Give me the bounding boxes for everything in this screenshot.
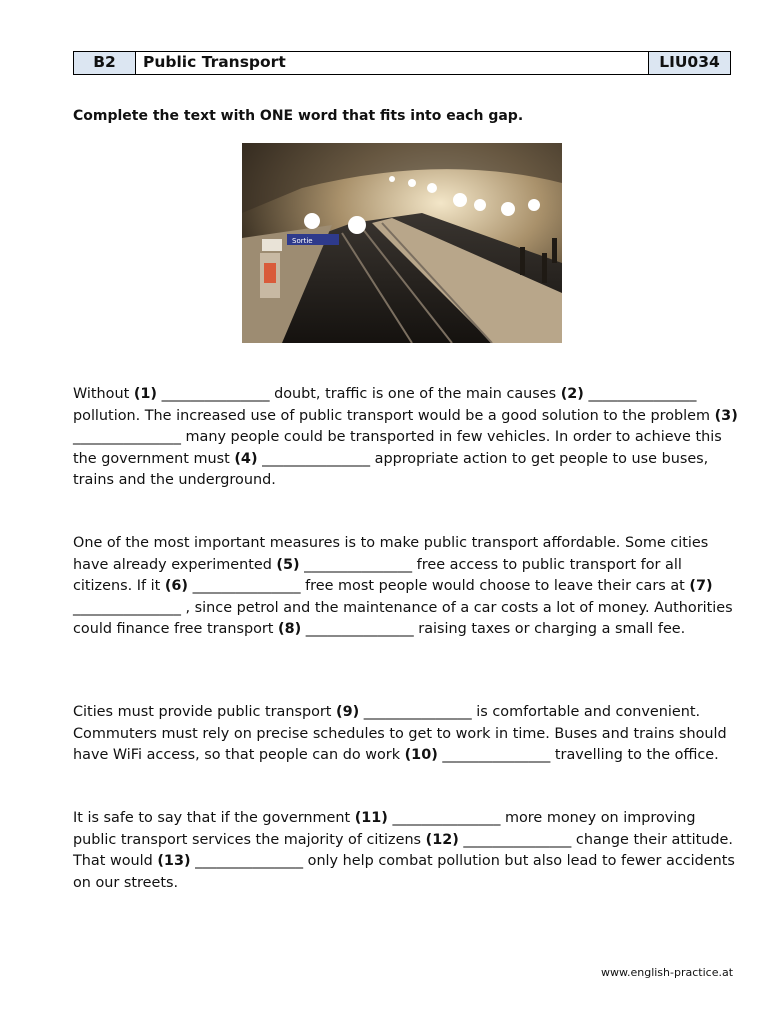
gap-number: (11) xyxy=(354,810,388,826)
instruction-text: Complete the text with ONE word that fits into each gap. xyxy=(73,108,524,124)
answer-gap[interactable]: _______________ xyxy=(363,704,472,720)
gap-number: (8) xyxy=(278,621,302,637)
gap-number: (10) xyxy=(404,747,438,763)
gap-number: (9) xyxy=(336,704,360,720)
answer-gap[interactable]: _______________ xyxy=(195,853,304,869)
gap-number: (7) xyxy=(689,578,713,594)
level-badge: B2 xyxy=(74,52,136,74)
answer-gap[interactable]: _______________ xyxy=(392,810,501,826)
worksheet-code: LIU034 xyxy=(648,52,730,74)
gap-number: (2) xyxy=(560,386,584,402)
answer-gap[interactable]: _______________ xyxy=(463,831,572,848)
answer-gap[interactable]: _______________ xyxy=(305,621,414,637)
answer-gap[interactable]: _______________ xyxy=(73,599,181,616)
answer-gap[interactable]: _______________ xyxy=(192,578,301,594)
answer-gap[interactable]: _______________ xyxy=(73,429,181,445)
text-paragraph-3: Cities must provide public transport (9) _______________ is comfortable and convenient. Commuters must rely on precise schedules to get to work in time. Buses and trains should have WiFi access, so that people can do work (10) _______________ travelling to the office. xyxy=(73,704,727,763)
answer-gap[interactable]: _______________ xyxy=(588,386,697,402)
answer-gap[interactable]: _______________ xyxy=(161,386,270,402)
footer-website: www.english-practice.at xyxy=(601,966,734,979)
gap-number: (4) xyxy=(234,450,258,467)
gap-number: (12) xyxy=(425,831,459,848)
text-paragraph-2: One of the most important measures is to make public transport affordable. Some cities have already experimented (5) _______________ free access to public transport for all citizens. If it (6) _______________ free most people would choose to leave their cars at (7) _______________ , since petrol and the maintenance of a car costs a lot of money. Authorities could finance free transport (8) _______________ raising taxes or charging a small fee. xyxy=(73,535,733,637)
metro-station-photo xyxy=(242,143,562,343)
gap-number: (5) xyxy=(276,556,300,573)
exit-sign-text: Sortie xyxy=(292,237,313,245)
worksheet-header xyxy=(73,51,731,75)
text-paragraph-4: It is safe to say that if the government (11) _______________ more money on improving public transport services the majority of citizens (12) _______________ change their attitude. That would (13) _______________ only help combat pollution but also lead to fewer accidents on our streets. xyxy=(73,810,735,891)
worksheet-title: Public Transport xyxy=(143,53,286,72)
gap-number: (3) xyxy=(714,407,738,424)
gap-number: (13) xyxy=(157,853,191,869)
answer-gap[interactable]: _______________ xyxy=(442,747,551,763)
text-paragraph-1: Without (1) _______________ doubt, traffic is one of the main causes (2) _______________ pollution. The increased use of public transport would be a good solution to the problem (3) _______________ many people could be transported in few vehicles. In order to achieve this the government must (4) _______________ appropriate action to get people to use buses, trains and the underground. xyxy=(73,386,738,488)
gap-number: (1) xyxy=(133,386,157,402)
gap-number: (6) xyxy=(164,578,188,594)
answer-gap[interactable]: _______________ xyxy=(304,556,413,573)
answer-gap[interactable]: _______________ xyxy=(262,450,371,467)
